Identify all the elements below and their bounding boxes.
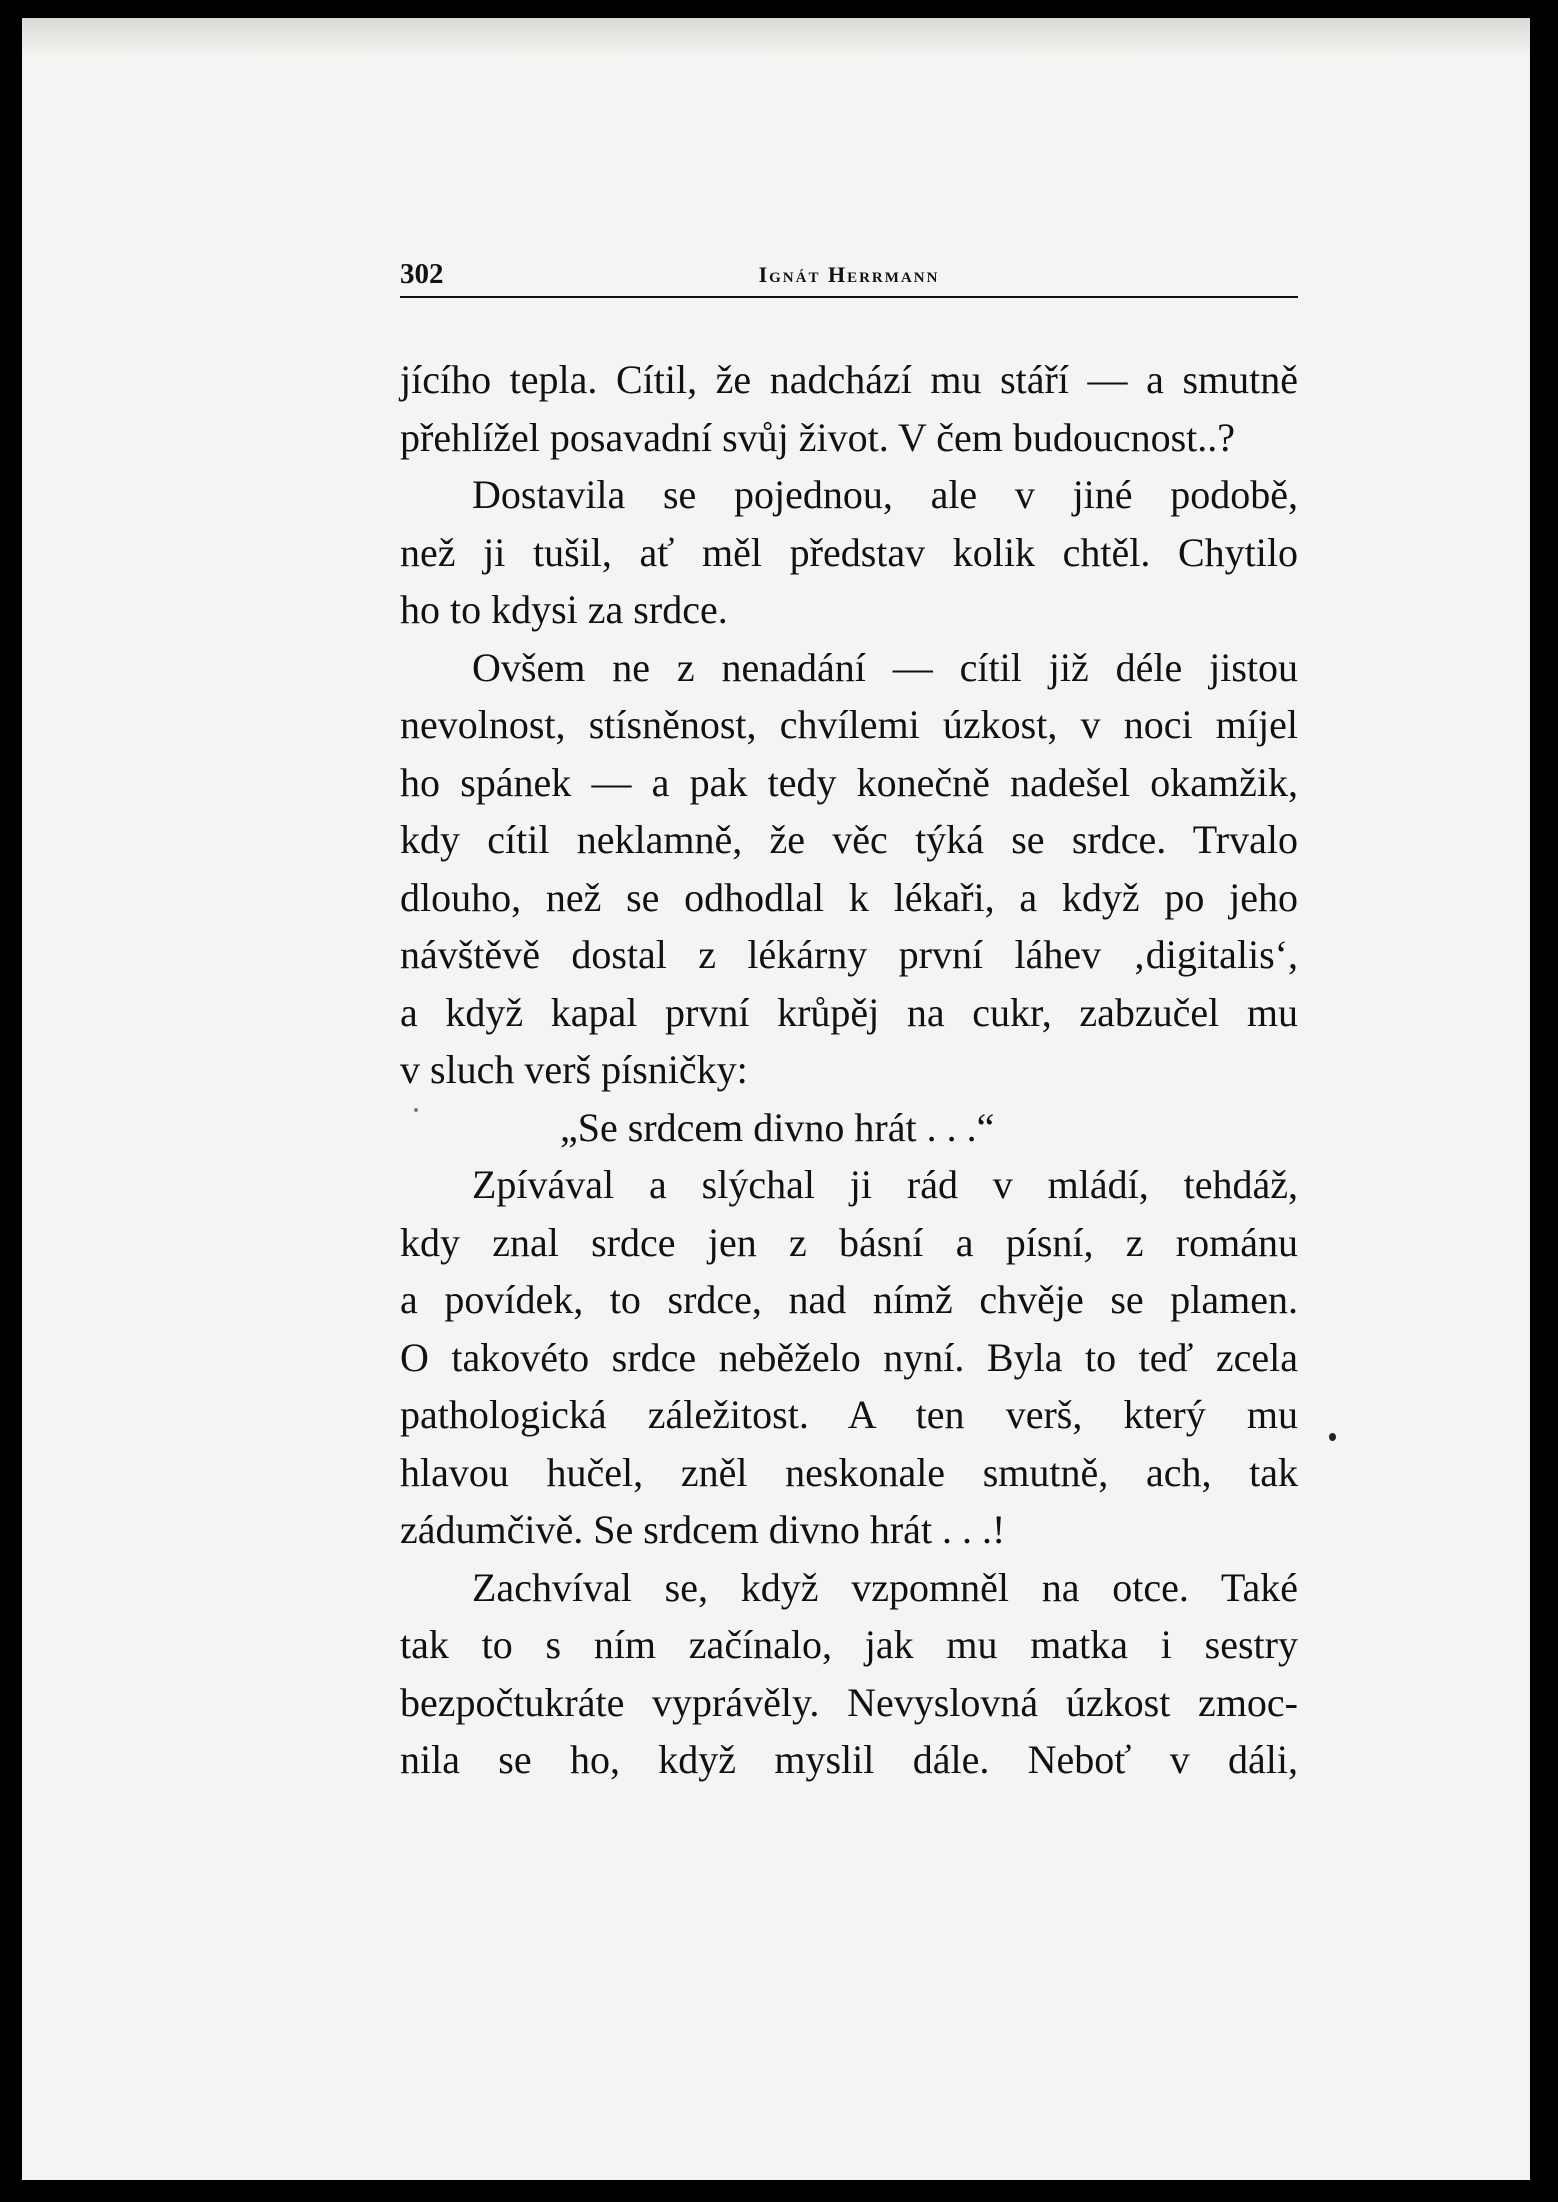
text-line: ho spánek — a pak tedy konečně nadešel okamžik, xyxy=(400,759,1298,805)
paragraph xyxy=(400,351,1298,466)
scan-edge-shadow xyxy=(22,18,1530,58)
quote-line: „Se srdcem divno hrát . . .“ xyxy=(560,1104,995,1150)
paragraph xyxy=(400,1156,1298,1559)
text-line: jícího tepla. Cítil, že nadchází mu stáří — a smutně xyxy=(400,357,1298,402)
text-line: ho to kdysi za srdce. xyxy=(400,587,728,632)
text-line: dlouho, než se odhodlal k lékaři, a když po jeho xyxy=(400,874,1298,920)
text-line: bezpočtukráte vyprávěly. Nevyslovná úzkost zmoc- xyxy=(400,1679,1298,1725)
text-line: Zpívával a slýchal ji rád v mládí, tehdáž, xyxy=(472,1162,1298,1207)
page-header xyxy=(400,246,1298,298)
book-page xyxy=(22,18,1530,2180)
text-line: přehlížel posavadní svůj život. V čem budoucnost..? xyxy=(400,414,1236,460)
text-line: tak to s ním začínalo, jak mu matka i sestry xyxy=(400,1622,1298,1667)
scan-speck xyxy=(1329,1433,1336,1441)
paragraph xyxy=(400,1559,1298,1789)
text-line: O takovéto srdce neběželo nyní. Byla to teď zcela xyxy=(400,1334,1298,1380)
text-line: hlavou hučel, zněl neskonale smutně, ach, tak xyxy=(400,1449,1298,1495)
text-line: a když kapal první krůpěj na cukr, zabzučel mu xyxy=(400,989,1298,1035)
verse-quote xyxy=(400,1099,1298,1157)
text-line: návštěvě dostal z lékárny první láhev ‚digitalis‘, xyxy=(400,932,1298,977)
text-line: Ovšem ne z nenadání — cítil již déle jistou xyxy=(472,644,1298,690)
text-line: zádumčivě. Se srdcem divno hrát . . .! xyxy=(400,1507,1006,1552)
text-line: v sluch verš písničky: xyxy=(400,1047,748,1092)
paragraph xyxy=(400,639,1298,1099)
page-number: 302 xyxy=(400,258,444,290)
text-line: kdy znal srdce jen z básní a písní, z románu xyxy=(400,1219,1298,1265)
scan-speck xyxy=(414,1108,418,1112)
text-line: a povídek, to srdce, nad nímž chvěje se plamen. xyxy=(400,1277,1298,1322)
text-line: Zachvíval se, když vzpomněl na otce. Také xyxy=(472,1564,1298,1610)
text-line: Dostavila se pojednou, ale v jiné podobě, xyxy=(472,472,1298,517)
paragraph xyxy=(400,466,1298,639)
text-line: kdy cítil neklamně, že věc týká se srdce. Trvalo xyxy=(400,817,1298,862)
text-line: nevolnost, stísněnost, chvílemi úzkost, v noci míjel xyxy=(400,702,1298,747)
text-line: pathologická záležitost. A ten verš, který mu xyxy=(400,1392,1298,1437)
text-line: než ji tušil, ať měl představ kolik chtěl. Chytilo xyxy=(400,529,1298,575)
running-head: Ignát Herrmann xyxy=(758,262,940,287)
text-line: nila se ho, když myslil dále. Neboť v dáli, xyxy=(400,1737,1298,1782)
body-text xyxy=(400,351,1298,1789)
